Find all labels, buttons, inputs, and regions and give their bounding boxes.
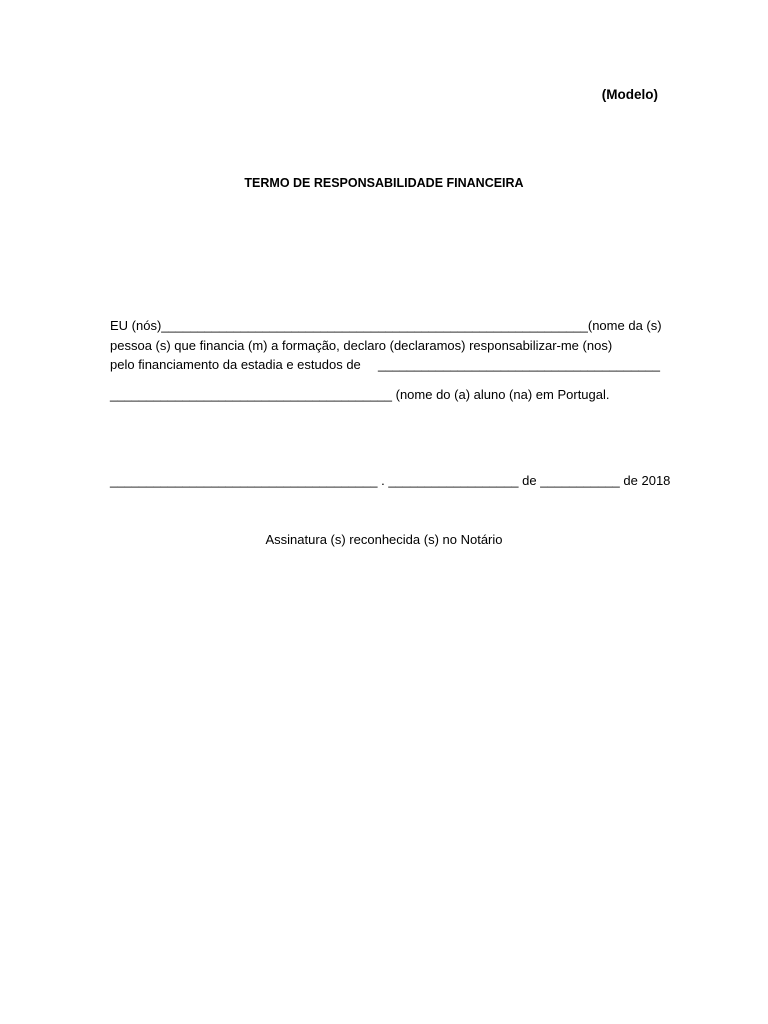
- student-name-hint: (nome do (a) aluno (na) em Portugal.: [395, 387, 610, 402]
- day-blank: __________________: [388, 473, 519, 488]
- date-separator: .: [381, 473, 385, 488]
- payer-name-blank: ___________________________________________________________: [161, 318, 588, 333]
- paragraph-line-4: [110, 385, 660, 405]
- place-date-line: [110, 471, 671, 491]
- signature-note: Assinatura (s) reconhecida (s) no Notário: [265, 532, 503, 547]
- paragraph-line-2: pessoa (s) que financia (m) a formação, declaro (declaramos) responsabilizar-me (nos): [110, 338, 613, 353]
- student-name-blank-end: _______________________________________: [110, 387, 392, 402]
- month-blank: ___________: [540, 473, 620, 488]
- place-blank: _____________________________________: [110, 473, 378, 488]
- paragraph-line-3: [110, 355, 660, 375]
- paragraph-line-1: [110, 316, 660, 336]
- year-text: de 2018: [623, 473, 671, 488]
- date-de-text: de: [522, 473, 537, 488]
- subject-prefix: EU (nós): [110, 318, 162, 333]
- student-name-blank-start: _______________________________________: [378, 357, 660, 372]
- model-label: (Modelo): [601, 87, 658, 102]
- financing-text: pelo financiamento da estadia e estudos de: [110, 357, 361, 372]
- payer-name-hint: (nome da (s): [587, 318, 662, 333]
- document-title: TERMO DE RESPONSABILIDADE FINANCEIRA: [244, 176, 524, 190]
